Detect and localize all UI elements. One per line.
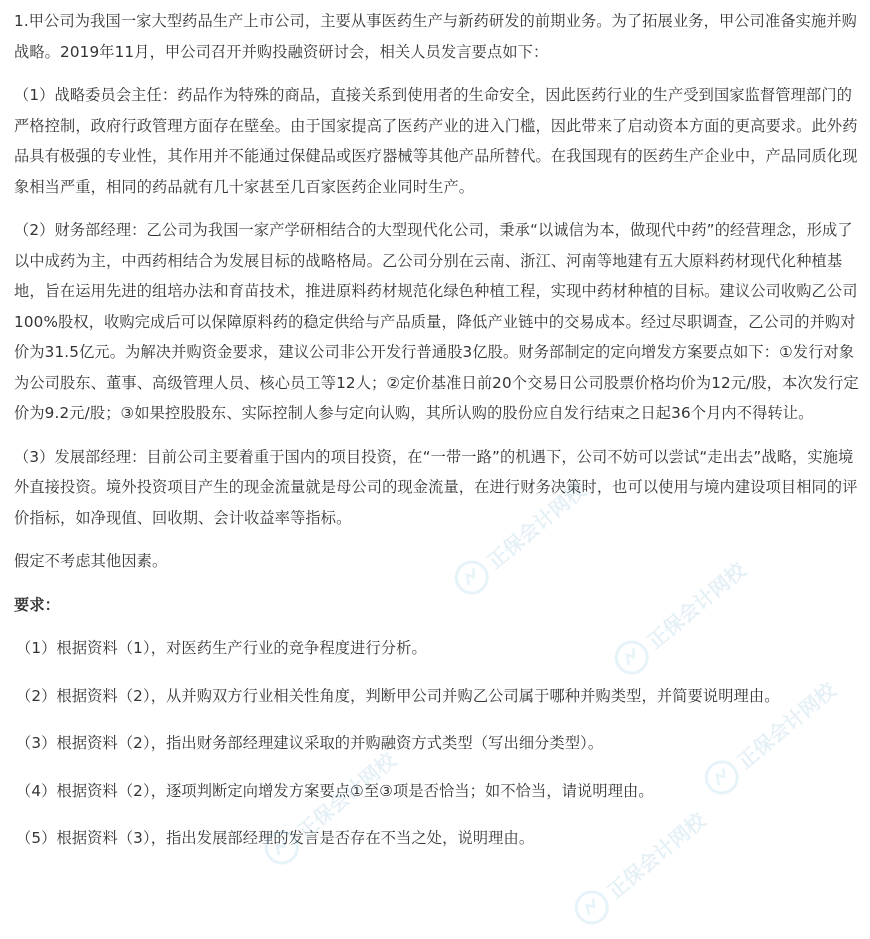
requirements-title: 要求： [14, 595, 61, 614]
requirement-item-2: （2）根据资料（2），从并购双方行业相关性角度，判断甲公司并购乙公司属于哪种并购类型，并简要说明理由。 [16, 686, 780, 705]
question-content [14, 6, 862, 871]
assumption-text: 假定不考虑其他因素。 [14, 552, 168, 570]
speech-development-manager: （3）发展部经理：目前公司主要着重于国内的项目投资，在“一带一路”的机遇下，公司不妨可以尝试“走出去”战略，实施境外直接投资。境外投资项目产生的现金流量就是母公司的现金流量，在进行财务决策时，也可以使用与境内建设项目相同的评价指标，如净现值、回收期、会计收益率等指标。 [14, 447, 858, 527]
question-intro: 1.甲公司为我国一家大型药品生产上市公司，主要从事医药生产与新药研发的前期业务。为了拓展业务，甲公司准备实施并购战略。2019年11月，甲公司召开并购投融资研讨会，相关人员发言要点如下： [14, 12, 858, 61]
speech-finance-manager: （2）财务部经理：乙公司为我国一家产学研相结合的大型现代化公司，秉承“以诚信为本，做现代中药”的经营理念，形成了以中成药为主，中西药相结合为发展目标的战略格局。乙公司分别在云南、浙江、河南等地建有五大原料药材现代化种植基地，旨在运用先进的组培办法和育苗技术，推进原料药材规范化绿色种植工程，实现中药材种植的目标。建议公司收购乙公司100%股权，收购完成后可以保障原料药的稳定供给与产品质量，降低产业链中的交易成本。经过尽职调查，乙公司的并购对价为31.5亿元。为解决并购资金要求，建议公司非公开发行普通股3亿股。财务部制定的定向增发方案要点如下：①发行对象为公司股东、董事、高级管理人员、核心员工等12人；②定价基准日前20个交易日公司股票价格均价为12元/股，本次发行定价为9.2元/股；③如果控股股东、实际控制人参与定向认购，其所认购的股份应自发行结束之日起36个月内不得转让。 [14, 221, 859, 422]
requirement-item-1: （1）根据资料（1），对医药生产行业的竞争程度进行分析。 [16, 639, 427, 657]
requirement-item-5: （5）根据资料（3），指出发展部经理的发言是否存在不当之处，说明理由。 [16, 829, 535, 847]
watermark-text: 正保会计网校 [602, 807, 710, 904]
watermark-text: 正保会计网校 [482, 477, 590, 574]
watermark-text: 正保会计网校 [642, 557, 750, 654]
watermark-text: 正保会计网校 [292, 747, 400, 844]
speech-strategy-committee: （1）战略委员会主任：药品作为特殊的商品，直接关系到使用者的生命安全，因此医药行业的生产受到国家监督管理部门的严格控制，政府行政管理方面存在壁垒。由于国家提高了医药产业的进入门槛，因此带来了启动资本方面的更高要求。此外药品具有极强的专业性，其作用并不能通过保健品或医疗器械等其他产品所替代。在我国现有的医药生产企业中，产品同质化现象相当严重，相同的药品就有几十家甚至几百家医药企业同时生产。 [14, 86, 858, 196]
watermark-logo-icon [568, 884, 616, 932]
requirement-item-3: （3）根据资料（2），指出财务部经理建议采取的并购融资方式类型（写出细分类型）。 [16, 734, 604, 752]
watermark-text: 正保会计网校 [732, 677, 840, 774]
requirement-item-4: （4）根据资料（2），逐项判断定向增发方案要点①至③项是否恰当；如不恰当，请说明理由。 [16, 781, 654, 800]
